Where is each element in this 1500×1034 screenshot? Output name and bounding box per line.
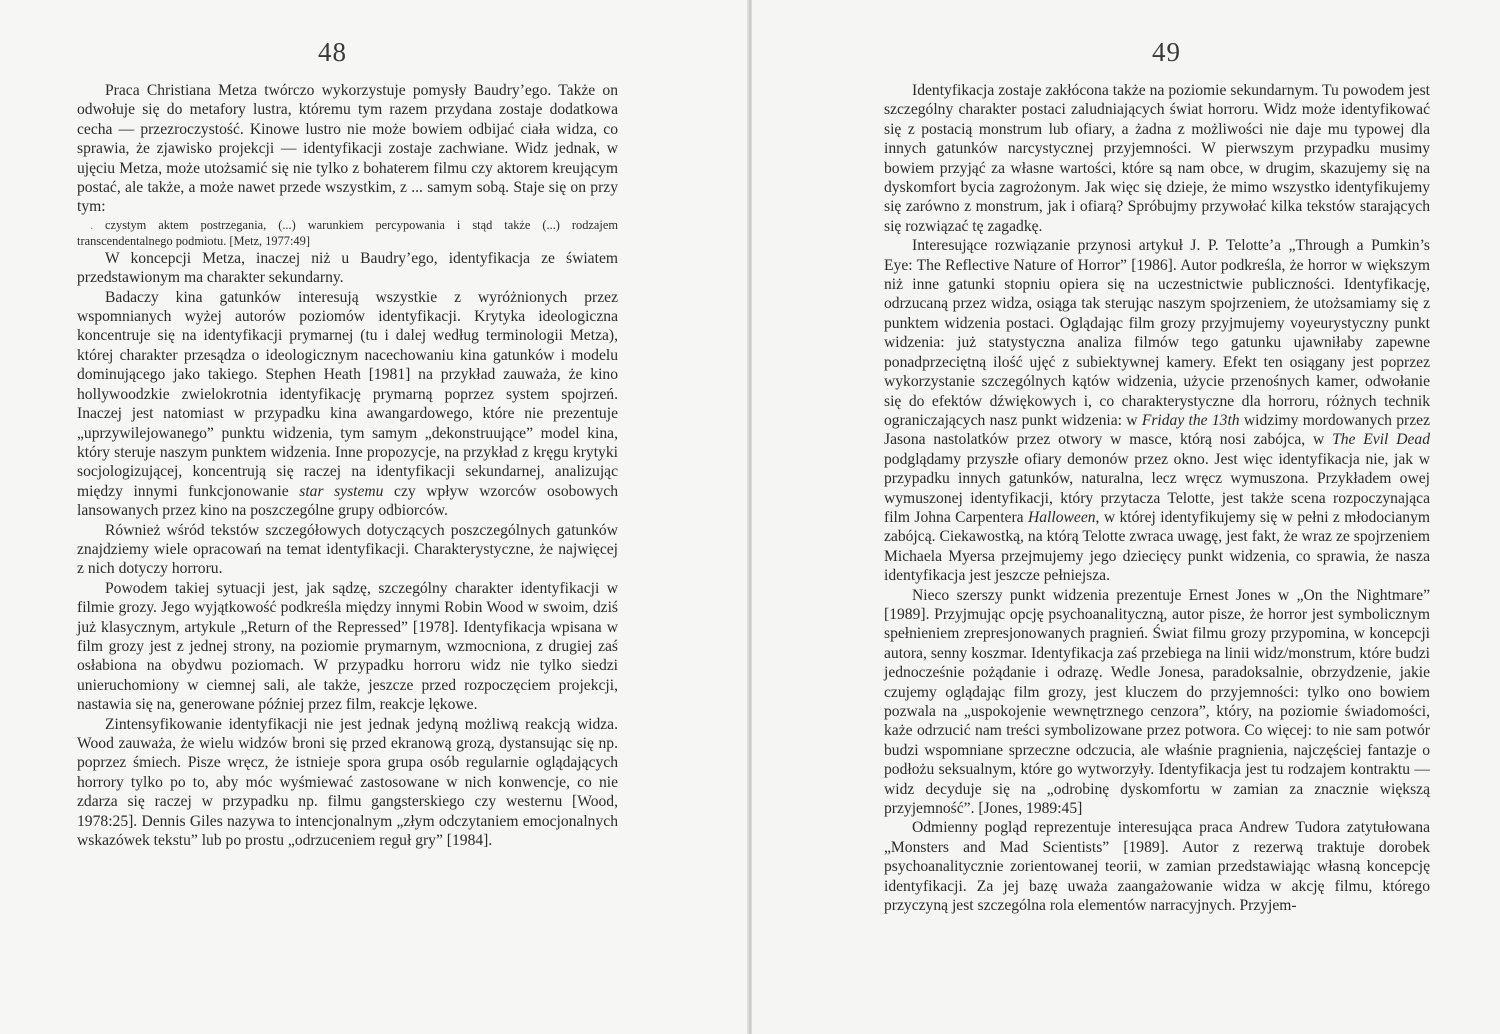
left-page — [0, 0, 748, 1034]
text-run: Interesujące rozwiązanie przynosi artykuł J. P. Telotte’a „Through a Pumkin’s Eye: The Reflective Nature of Horror” [1986]. Autor podkreśla, że horror w większym niż inne gatunki stopniu opiera się na uczestnictwie publiczności. Identyfikację, odrzucaną przez widza, osiąga tak sterując naszym spojrzeniem, że utożsamiamy się z punktem widzenia postaci. Oglądając film grozy przyjmujemy voyeurystyczny punkt widzenia: już statystyczna analiza filmów tego gatunku ujawniłaby zapewne ponadprzeciętną ilość ujęć z subiektywnej kamery. Efekt ten osiągany jest poprzez wykorzystanie szczególnych kątów widzenia, użycie przenośnych kamer, odwołanie się do efektów dźwiękowych i, co charakterystyczne dla horroru, różnych technik ograniczających nasz punkt widzenia: w — [884, 237, 1430, 429]
paragraph: Odmienny pogląd reprezentuje interesująca praca Andrew Tudora zatytułowana „Monsters and Mad Scientists” [1989]. Autor z rezerwą traktuje dorobek psychoanalitycznie zorientowanej teorii, w zamian przedstawiając własną koncepcję identyfikacji. Za jej bazę uważa zaangażowanie widza w akcję filmu, którego przyczyną jest szczególna rola elementów narracyjnych. Przyjem- — [884, 819, 1430, 915]
paragraph: Praca Christiana Metza twórczo wykorzystuje pomysły Baudry’ego. Także on odwołuje się do metafory lustra, któremu tym razem przydana zostaje dodatkowa cecha — przezroczystość. Kinowe lustro nie może bowiem odbijać ciała widza, co sprawia, że zjawisko projekcji — identyfikacji zostaje zachwiane. Widz jednak, w ujęciu Metza, może utożsamić się nie tylko z bohaterem filmu czy aktorem kreującym postać, ale także, a może nawet przede wszystkim, z ... samym sobą. Staje się on przy tym: — [77, 82, 618, 216]
quote-dot: · — [90, 224, 94, 235]
paragraph: W koncepcji Metza, inaczej niż u Baudry’ego, identyfikacja ze światem przedstawionym ma charakter sekundarny. — [77, 249, 618, 287]
text-run: Badaczy kina gatunków interesują wszystkie z wyróżnionych przez wspomnianych wyżej autorów poziomów identyfikacji. Krytyka ideologiczna koncentruje się na identyfikacji prymarnej (tu i dalej według terminologii Metza), której charakter przesądza o ideologicznym nacechowaniu kina gatunków i modelu dominującego jako takiego. Stephen Heath [1981] na przykład zauważa, że kino hollywoodzkie zwielokrotnia identyfikację prymarną poprzez system spojrzeń. Inaczej jest natomiast w przypadku kina awangardowego, które nie prezentuje „uprzywilejowanego” punktu widzenia, tym samym „dekonstruujące” model kina, który steruje naszym punktem widzenia. Inne propozycje, na przykład z kręgu krytyki socjologizującej, koncentrują się raczej na identyfikacji sekundarnej, analizując między innymi funkcjonowanie — [77, 288, 618, 500]
film-title: Friday the 13th — [1141, 411, 1240, 429]
italic-term: star systemu — [299, 482, 384, 500]
text-run: widzimy mordowanych przez Jasona nastolatków przez otwory w masce, którą nosi zabójca, w — [884, 411, 1431, 449]
text-run: podglądamy przyszłe ofiary demonów przez okno. Jest więc identyfikacja nie, jak w przypadku innych gatunków, naturalna, lecz wręcz wymuszona. Przykładem owej wymuszonej identyfikacji, który przytacza Telotte, jest także scena rozpoczynająca film Johna Carpentera — [884, 450, 1430, 526]
text-run: czy wpływ wzorców osobowych lansowanych przez kino na poszczególne grupy odbiorców. — [77, 482, 619, 520]
right-page — [752, 0, 1500, 1034]
left-page-text — [77, 81, 618, 850]
paragraph — [884, 236, 1430, 585]
page-number-left: 48 — [318, 37, 347, 67]
paragraph: Zintensyfikowanie identyfikacji nie jest jednak jedyną możliwą reakcją widza. Wood zauważa, że wielu widzów broni się przed ekranową grozą, dystansując się np. poprzez śmiech. Pisze wręcz, że istnieje spora grupa osób regularnie oglądających horrory tylko po to, aby móc wyśmiewać zastosowane w nich konwencje, co nie zdarza się raczej w przypadku np. filmu gangsterskiego czy westernu [Wood, 1978:25]. Dennis Giles nazywa to intencjonalnym „złym odczytaniem emocjonalnych wskazówek tekstu” lub po prostu „odrzuceniem reguł gry” [1984]. — [77, 715, 618, 850]
paragraph: Nieco szerszy punkt widzenia prezentuje Ernest Jones w „On the Nightmare” [1989]. Przyjmując opcję psychoanalityczną, autor pisze, że horror jest symbolicznym spełnieniem zrepresjonowanych pragnień. Świat filmu grozy przypomina, w koncepcji autora, senny koszmar. Identyfikacja zaś przebiega na linii widz/monstrum, które budzi jednocześnie pożądanie i odrazę. Wedle Jonesa, paradoksalnie, obrzydzenie, jakie czujemy oglądając film grozy, jest kluczem do przyjemności: tylko ono bowiem pozwala na „uspokojenie wewnętrznego cenzora”, który, na poziomie świadomości, każe odrzucić nam treści symbolizowane przez potwora. Co więcej: to nie sam potwór budzi wspomniane sprzeczne odczucia, ale właśnie pragnienia, najczęściej fantazje o podłożu seksualnym, które go wytworzyły. Identyfikacja jest tu rodzajem kontraktu — widz decyduje się na „odrobinę dyskomfortu w zamian za znacznie większą przyjemność”. [Jones, 1989:45] — [884, 586, 1430, 818]
right-page-text — [884, 81, 1430, 915]
text-run: , w której identyfikujemy się w pełni z młodocianym zabójcą. Ciekawostką, na którą Telotte zwraca uwagę, jest fakt, że wraz ze spojrzeniem Michaela Myersa przejmujemy jego dziecięcy punkt widzenia, co sprawia, że nasza identyfikacja jest jeszcze pełniejsza. — [884, 508, 1431, 585]
paragraph — [77, 288, 618, 521]
film-title: Halloween — [1027, 508, 1096, 526]
paragraph: Identyfikacja zostaje zakłócona także na poziomie sekundarnym. Tu powodem jest szczególny charakter postaci zaludniających świat horroru. Widz może identyfikować się z postacią monstrum lub ofiary, a żadna z możliwości nie daje mu typowej dla innych gatunków narcystycznej przyjemności. W pierwszym przypadku musimy bowiem przyjąć za własne wartości, które są nam obce, w drugim, skazujemy się na dyskomfort bycia zagrożonym. Jak więc się dzieje, że mimo wszystko identyfikujemy się zarówno z monstrum, jak i ofiarą? Spróbujmy przywołać kilka tekstów starających się rozwiązać tę zagadkę. — [884, 82, 1430, 235]
paragraph: Również wśród tekstów szczegółowych dotyczących poszczególnych gatunków znajdziemy wiele opracowań na temat identyfikacji. Charakterystyczne, że najwięcej z nich dotyczy horroru. — [77, 521, 618, 578]
page-number-right: 49 — [1152, 37, 1181, 67]
block-quote: czystym aktem postrzegania, (...) warunkiem percypowania i stąd także (...) rodzajem transcendentalnego podmiotu. [Metz, 1977:49] — [77, 217, 618, 248]
paragraph: Powodem takiej sytuacji jest, jak sądzę, szczególny charakter identyfikacji w filmie grozy. Jego wyjątkowość podkreśla między innymi Robin Wood w swoim, dziś już klasycznym, artykule „Return of the Repressed” [1978]. Identyfikacja wpisana w film grozy jest z jednej strony, na poziomie prymarnym, wzmocniona, z drugiej zaś osłabiona na obydwu poziomach. W przypadku horroru widz nie tylko siedzi unieruchomiony w ciemnej sali, ale także, jeszcze przed rozpoczęciem projekcji, nastawia się na, generowane później przez film, reakcje lękowe. — [77, 579, 618, 714]
film-title: The Evil Dead — [1332, 431, 1430, 449]
